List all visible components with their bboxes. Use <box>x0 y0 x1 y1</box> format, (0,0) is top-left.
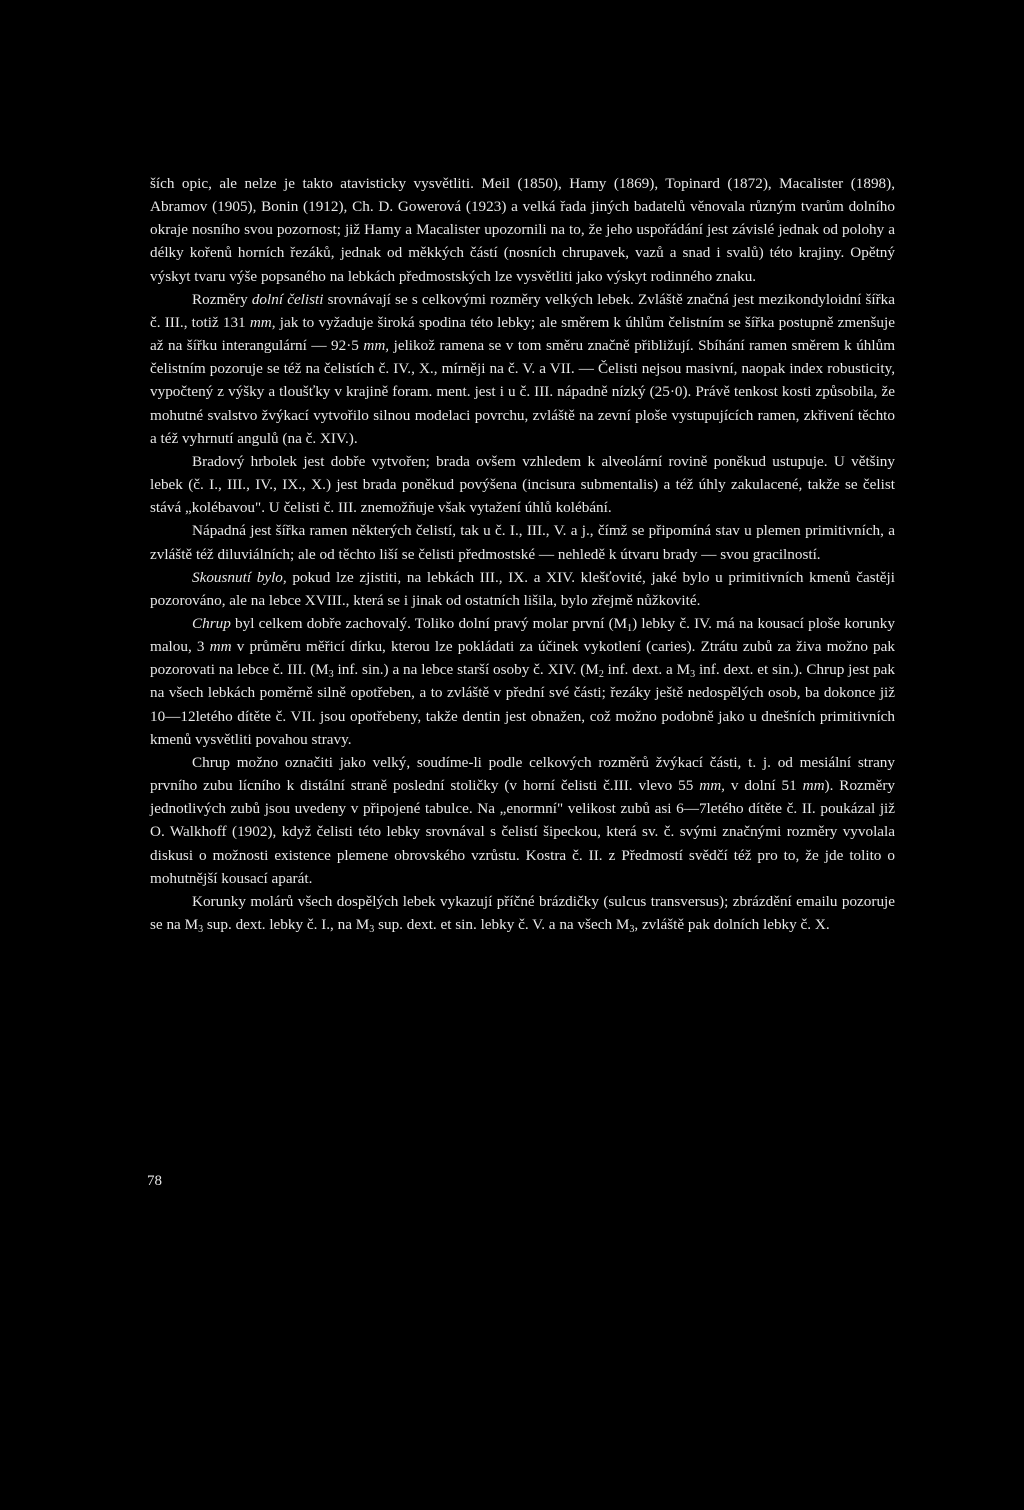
text-run: Rozměry <box>192 290 252 308</box>
paragraph <box>150 519 899 565</box>
unit-mm: mm, <box>363 337 390 355</box>
text-run: Chrup možno označiti jako velký, soudíme-li podle celkových rozměrů žvýkací části, t. j. od mesiální strany prvního zubu lícního k distální straně poslední stoličky (v horní čelisti č.III. vlevo 55 <box>150 753 899 795</box>
subscript: 3 <box>369 924 375 935</box>
subscript: 3 <box>629 924 635 935</box>
text-run: jak to vyžaduje široká spodina této lebky; ale směrem k úhlům čelistním se šířka postupně zmenšuje až na šířku interangulární — 92·5 <box>150 313 899 355</box>
text-run: v průměru měřicí dírku, kterou lze pokládati za účinek vykotlení (caries). Ztrátu zubů za živa možno pak pozorovati na lebce č. III. (M <box>150 638 899 679</box>
page-number: 78 <box>147 1173 162 1189</box>
text-run: sup. dext. et sin. lebky č. V. a na všech M <box>374 916 630 933</box>
text-run: inf. dext. a M <box>603 661 691 679</box>
text-run: inf. dext. et sin.). Chrup jest pak na všech lebkách poměrně silně opotřeben, a to zvláště v přední své části; řezáky ještě nedospělých osob, ba dokonce již 10—12letého dítěte č. VII. jsou opotřebeny, takže dentin jest obnažen, což možno podobně jako u dnešních primitivních kmenů vysvětliti povahou stravy. <box>150 661 899 748</box>
paragraph <box>150 890 899 936</box>
text-run: v dolní 51 <box>724 777 803 795</box>
subscript: 1 <box>627 622 633 634</box>
text-run: srovnávají se s celkovými rozměry velkých lebek. Zvláště značná jest mezikondyloidní šířka č. III., totiž 131 <box>150 290 899 331</box>
unit-mm: mm <box>209 638 232 656</box>
italic-term: Skousnutí bylo, <box>192 568 287 586</box>
text-run: ších opic, ale nelze je takto atavisticky vysvětliti. Meil (1850), Hamy (1869), Topinard (1872), Macalister (1898), Abramov (1905), Bonin (1912), Ch. D. Gowerová (1923) a velká řada jiných badatelů věnovala různým tvarům dolního okraje nosního svou pozornost; již Hamy a Macalister upozornili na to, že jeho uspořádání jest závislé jednak od polohy a délky kořenů horních řezáků, jednak od měkkých částí (nosních chrupavek, vazů a snad i svalů) této krajiny. Opětný výskyt tvaru výše popsaného na lebkách předmostských lze vysvětliti jako výskyt rodinného znaku. <box>150 175 899 285</box>
text-run: sup. dext. lebky č. I., na M <box>203 916 370 933</box>
unit-mm: mm, <box>699 777 725 795</box>
text-run: Bradový hrbolek jest dobře vytvořen; brada ovšem vzhledem k alveolární rovině poněkud ustupuje. U většiny lebek (č. I., III., IV., IX., X.) jest brada poněkud povýšena (incisura submentalis) a též úhly zakulacené, takže se čelist stává „kolébavou". U čelisti č. III. znemožňuje však vytažení úhlů kolébání. <box>150 452 899 517</box>
text-run: ) lebky č. IV. má na kousací ploše korunky malou, 3 <box>150 614 899 656</box>
text-run: ). Rozměry jednotlivých zubů jsou uvedeny v připojené tabulce. Na „enormní" velikost zubů asi 6—7letého dítěte č. II. poukázal již O. Walkhoff (1902), když čelisti této lebky srovnával s čelistí šipeckou, která sv. č. svými značnými rozměry vyvolala diskusi o možnosti existence plemene obrovského vzrůstu. Kostra č. II. z Předmostí svědčí též pro to, že jde tolito o mohutnější kousací aparát. <box>150 777 899 887</box>
subscript: 3 <box>198 924 204 935</box>
paragraph <box>150 450 899 519</box>
paragraph <box>150 566 899 612</box>
subscript: 3 <box>690 669 696 681</box>
italic-term: dolní čelisti <box>251 290 324 308</box>
subscript: 3 <box>328 669 334 681</box>
paragraph <box>150 288 899 450</box>
text-run: byl celkem dobře zachovalý. Toliko dolní pravý molar první (M <box>230 614 628 632</box>
page-text <box>150 172 899 936</box>
subscript: 2 <box>598 669 604 681</box>
italic-term: Chrup <box>192 614 231 632</box>
paragraph <box>150 172 899 288</box>
unit-mm: mm <box>802 777 825 795</box>
unit-mm: mm, <box>249 313 276 331</box>
text-run: jelikož ramena se v tom směru značně přibližují. Sbíhání ramen směrem k úhlům čelistním pozoruje se též na čelistích č. IV., X., mírněji na č. V. a VII. — Čelisti nejsou masivní, naopak index robusticity, vypočtený z výšky a tloušťky v krajině foram. ment. jest i u č. III. nápadně nízký (25·0). Právě tenkost kosti způsobila, že mohutné svalstvo žvýkací vytvořilo silnou modelaci povrchu, zvláště na zevní ploše vystupujících ramen, zkřivení těchto a též vyhrnutí angulů (na č. XIV.). <box>150 337 899 447</box>
text-run: Nápadná jest šířka ramen některých čelistí, tak u č. I., III., V. a j., čímž se připomíná stav u plemen primitivních, a zvláště též diluviálních; ale od těchto liší se čelisti předmostské — nehledě k útvaru brady — svou gracilností. <box>150 522 899 563</box>
paragraph <box>150 612 899 751</box>
text-run: pokud lze zjistiti, na lebkách III., IX. a XIV. klešťovité, jaké bylo u primitivních kmenů častěji pozorováno, ale na lebce XVIII., která se i jinak od ostatních lišila, bylo zřejmě nůžkovité. <box>150 568 899 609</box>
paragraph <box>150 751 899 890</box>
text-run: , zvláště pak dolních lebky č. X. <box>634 916 830 933</box>
text-run: inf. sin.) a na lebce starší osoby č. XIV. (M <box>333 661 599 679</box>
text-run: Korunky molárů všech dospělých lebek vykazují příčné brázdičky (sulcus transversus); zbrázdění emailu pozoruje se na M <box>150 892 899 933</box>
